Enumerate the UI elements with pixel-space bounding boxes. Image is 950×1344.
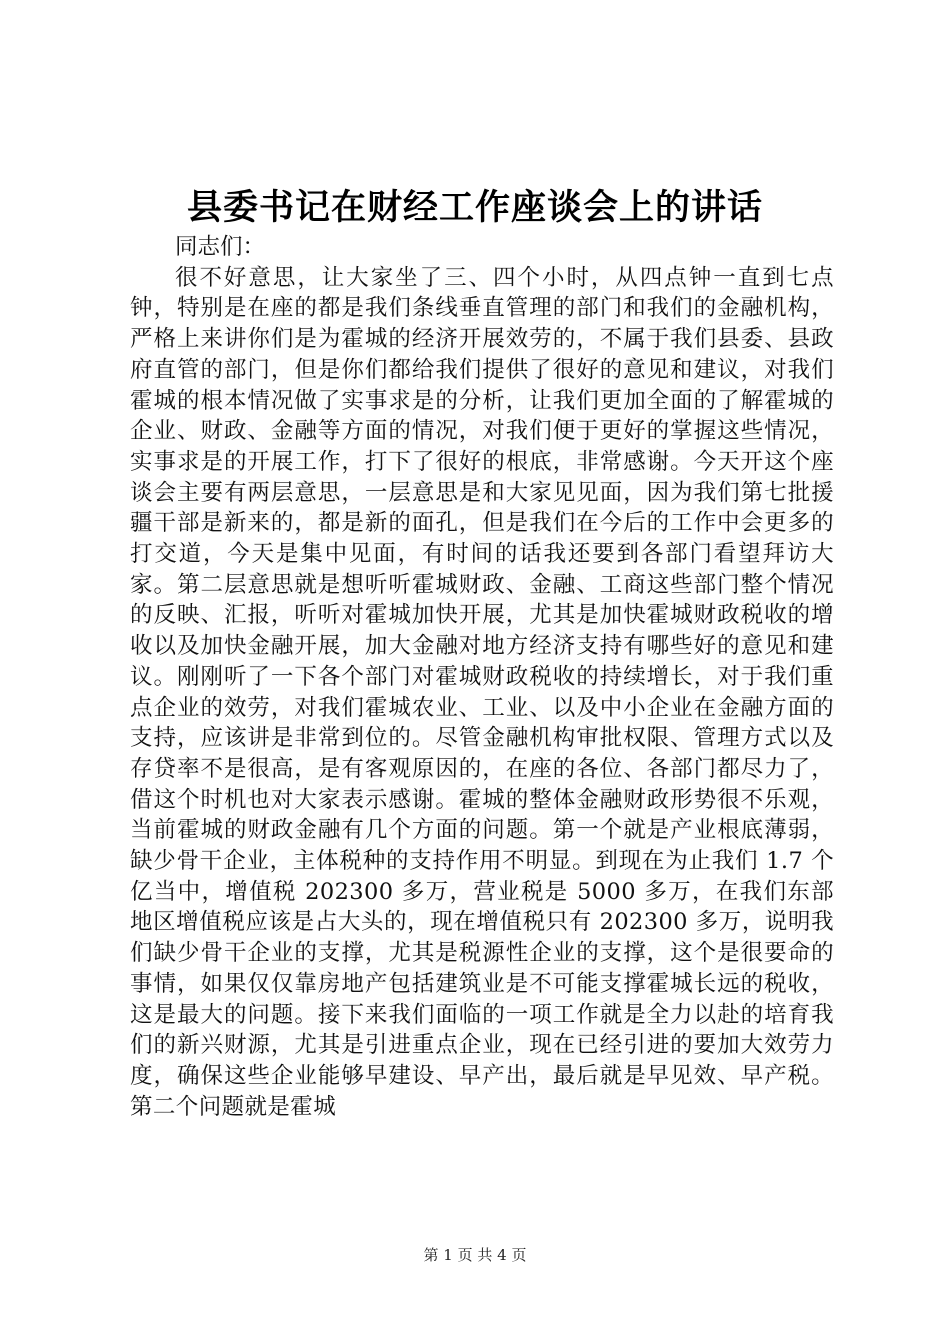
body-paragraph: 很不好意思，让大家坐了三、四个小时，从四点钟一直到七点钟，特别是在座的都是我们条线垂直管理的部门和我们的金融机构，严格上来讲你们是为霍城的经济开展效劳的，不属于我们县委、县政府直管的部门，但是你们都给我们提供了很好的意见和建议，对我们霍城的根本情况做了实事求是的分析，让我们更加全面的了解霍城的企业、财政、金融等方面的情况，对我们便于更好的掌握这些情况，实事求是的开展工作，打下了很好的根底，非常感谢。今天开这个座谈会主要有两层意思，一层意思是和大家见见面，因为我们第七批援疆干部是新来的，都是新的面孔，但是我们在今后的工作中会更多的打交道，今天是集中见面，有时间的话我还要到各部门看望拜访大家。第二层意思就是想听听霍城财政、金融、工商这些部门整个情况的反映、汇报，听听对霍城加快开展，尤其是加快霍城财政税收的增收以及加快金融开展，加大金融对地方经济支持有哪些好的意见和建议。刚刚听了一下各个部门对霍城财政税收的持续增长，对于我们重点企业的效劳，对我们霍城农业、工业、以及中小企业在金融方面的支持，应该讲是非常到位的。尽管金融机构审批权限、管理方式以及存贷率不是很高，是有客观原因的，在座的各位、各部门都尽力了，借这个时机也对大家表示感谢。霍城的整体金融财政形势很不乐观，当前霍城的财政金融有几个方面的问题。第一个就是产业根底薄弱，缺少骨干企业，主体税种的支持作用不明显。到现在为止我们 1.7 个亿当中，增值税 202300 多万，营业税是 5000 多万，在我们东部地区增值税应该是占大头的，现在增值税只有 202300 多万，说明我们缺少骨干企业的支撑，尤其是税源性企业的支撑，这个是很要命的事情，如果仅仅靠房地产包括建筑业是不可能支撑霍城长远的税收，这是最大的问题。接下来我们面临的一项工作就是全力以赴的培育我们的新兴财源，尤其是引进重点企业，现在已经引进的要加大效劳力度，确保这些企业能够早建设、早产出，最后就是早见效、早产税。第二个问题就是霍城 xyxy=(130,264,834,1120)
document-body xyxy=(130,232,834,1122)
page-footer: 第 1 页 共 4 页 xyxy=(423,1246,527,1264)
document-title: 县委书记在财经工作座谈会上的讲话 xyxy=(186,188,763,228)
greeting-line: 同志们： xyxy=(175,234,266,260)
